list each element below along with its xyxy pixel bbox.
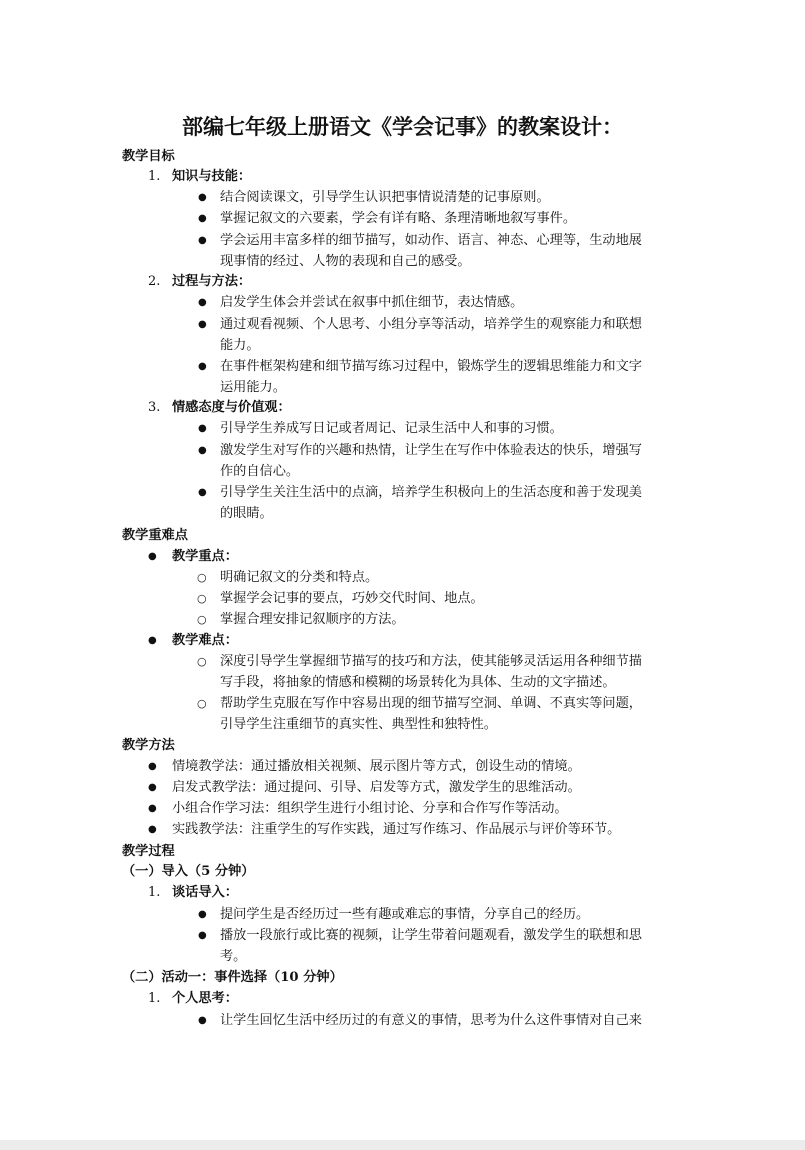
bullet-dot-icon: ● xyxy=(198,297,207,308)
list-item-continued: 现事情的经过、人物的表现和自己的感受。 xyxy=(220,254,471,269)
list-item: 帮助学生克服在写作中容易出现的细节描写空洞、单调、不真实等问题， xyxy=(220,696,642,711)
process-step-title: （一）导入（5 分钟） xyxy=(122,864,255,879)
difficulty-group-label: 教学难点： xyxy=(172,633,238,648)
bullet-dot-icon: ● xyxy=(198,235,207,246)
list-item: 小组合作学习法：组织学生进行小组讨论、分享和合作写作等活动。 xyxy=(172,801,568,816)
list-item-continued: 引导学生注重细节的真实性、典型性和独特性。 xyxy=(220,717,497,732)
section-heading-difficulties: 教学重难点 xyxy=(122,528,188,543)
bullet-circle-icon: ○ xyxy=(197,571,207,584)
bullet-dot-icon: ● xyxy=(198,930,207,941)
list-item-continued: 作的自信心。 xyxy=(220,464,300,479)
list-item: 明确记叙文的分类和特点。 xyxy=(220,570,379,585)
list-item: 通过观看视频、个人思考、小组分享等活动，培养学生的观察能力和联想 xyxy=(220,317,642,332)
goal-group-label: 过程与方法： xyxy=(172,274,252,289)
bullet-dot-icon: ● xyxy=(148,803,157,814)
bullet-circle-icon: ○ xyxy=(197,655,207,668)
bullet-dot-icon: ● xyxy=(148,635,157,646)
bullet-circle-icon: ○ xyxy=(197,592,207,605)
list-item: 播放一段旅行或比赛的视频，让学生带着问题观看，激发学生的联想和思 xyxy=(220,928,642,943)
list-item: 学会运用丰富多样的细节描写，如动作、语言、神态、心理等，生动地展 xyxy=(220,233,642,248)
bullet-circle-icon: ○ xyxy=(197,613,207,626)
bullet-dot-icon: ● xyxy=(148,761,157,772)
list-number: 1. xyxy=(148,169,161,184)
list-item: 激发学生对写作的兴趣和热情，让学生在写作中体验表达的快乐，增强写 xyxy=(220,443,642,458)
list-item-continued: 的眼睛。 xyxy=(220,506,273,521)
list-item-continued: 能力。 xyxy=(220,338,260,353)
list-item: 在事件框架构建和细节描写练习过程中，锻炼学生的逻辑思维能力和文字 xyxy=(220,359,642,374)
list-item: 引导学生关注生活中的点滴，培养学生积极向上的生活态度和善于发现美 xyxy=(220,485,642,500)
list-number: 1. xyxy=(148,991,161,1006)
bullet-dot-icon: ● xyxy=(198,1015,207,1026)
process-step-label: 个人思考： xyxy=(172,991,238,1006)
list-item: 掌握学会记事的要点，巧妙交代时间、地点。 xyxy=(220,591,484,606)
list-item: 情境教学法：通过播放相关视频、展示图片等方式，创设生动的情境。 xyxy=(172,759,581,774)
list-item: 启发学生体会并尝试在叙事中抓住细节，表达情感。 xyxy=(220,295,524,310)
list-item: 实践教学法：注重学生的写作实践，通过写作练习、作品展示与评价等环节。 xyxy=(172,822,621,837)
list-item-continued: 运用能力。 xyxy=(220,380,286,395)
bullet-circle-icon: ○ xyxy=(197,697,207,710)
list-item: 启发式教学法：通过提问、引导、启发等方式，激发学生的思维活动。 xyxy=(172,780,581,795)
list-item: 掌握记叙文的六要素，学会有详有略、条理清晰地叙写事件。 xyxy=(220,211,577,226)
section-heading-methods: 教学方法 xyxy=(122,738,175,753)
bullet-dot-icon: ● xyxy=(148,824,157,835)
bullet-dot-icon: ● xyxy=(198,361,207,372)
list-number: 3. xyxy=(148,400,161,415)
list-item-continued: 写手段，将抽象的情感和模糊的场景转化为具体、生动的文字描述。 xyxy=(220,675,616,690)
bullet-dot-icon: ● xyxy=(198,319,207,330)
goal-group-label: 知识与技能： xyxy=(172,169,252,184)
bullet-dot-icon: ● xyxy=(148,551,157,562)
section-heading-process: 教学过程 xyxy=(122,844,175,859)
list-item: 引导学生养成写日记或者周记、记录生活中人和事的习惯。 xyxy=(220,421,563,436)
bullet-dot-icon: ● xyxy=(198,213,207,224)
page-gap xyxy=(0,1140,805,1150)
bullet-dot-icon: ● xyxy=(198,487,207,498)
list-item: 掌握合理安排记叙顺序的方法。 xyxy=(220,612,405,627)
goal-group-label: 情感态度与价值观： xyxy=(172,400,291,415)
list-item: 深度引导学生掌握细节描写的技巧和方法，使其能够灵活运用各种细节描 xyxy=(220,654,642,669)
difficulty-group-label: 教学重点： xyxy=(172,549,238,564)
list-item-continued: 考。 xyxy=(220,949,247,964)
list-item: 让学生回忆生活中经历过的有意义的事情，思考为什么这件事情对自己来 xyxy=(220,1013,642,1028)
process-step-title: （二）活动一：事件选择（10 分钟） xyxy=(122,970,343,985)
process-step-label: 谈话导入： xyxy=(172,885,238,900)
bullet-dot-icon: ● xyxy=(198,445,207,456)
list-number: 1. xyxy=(148,885,161,900)
list-item: 提问学生是否经历过一些有趣或难忘的事情，分享自己的经历。 xyxy=(220,907,590,922)
document-title: 部编七年级上册语文《学会记事》的教案设计： xyxy=(182,114,623,139)
bullet-dot-icon: ● xyxy=(198,909,207,920)
list-item: 结合阅读课文，引导学生认识把事情说清楚的记事原则。 xyxy=(220,190,550,205)
section-heading-goals: 教学目标 xyxy=(122,149,175,164)
list-number: 2. xyxy=(148,274,161,289)
bullet-dot-icon: ● xyxy=(148,782,157,793)
bullet-dot-icon: ● xyxy=(198,423,207,434)
bullet-dot-icon: ● xyxy=(198,192,207,203)
